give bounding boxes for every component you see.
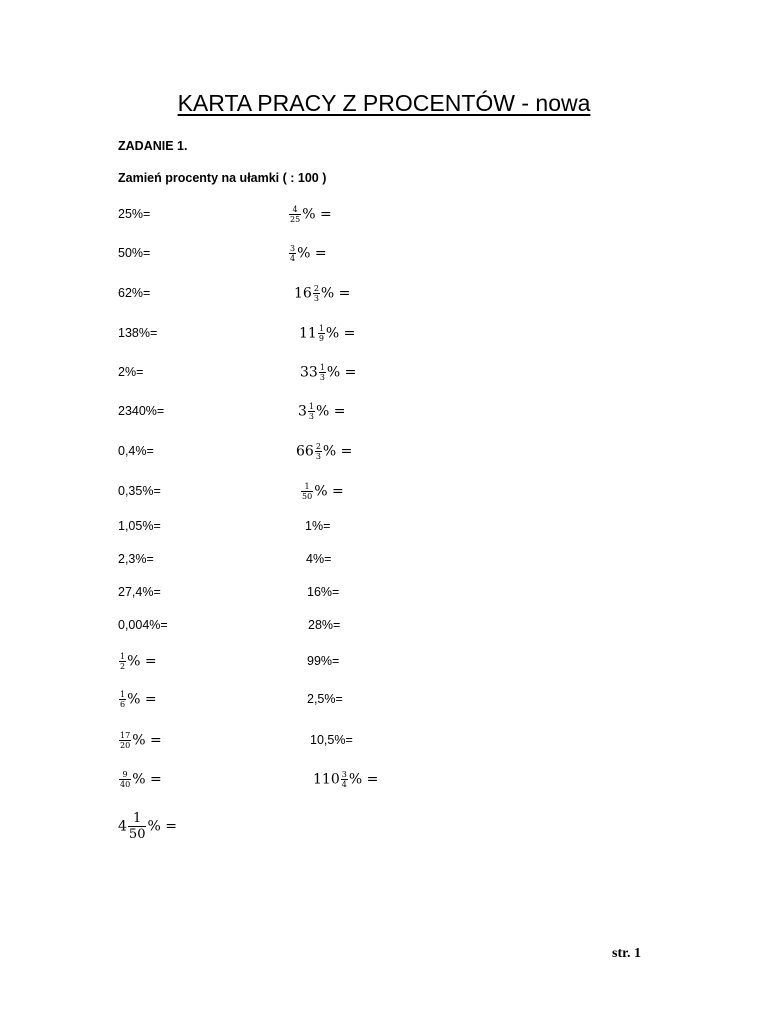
fraction-numerator: 1 xyxy=(308,401,315,411)
fraction-denominator: 40 xyxy=(120,779,131,789)
fraction-denominator: 50 xyxy=(128,826,146,842)
fraction-denominator: 3 xyxy=(319,372,325,382)
fraction-denominator: 3 xyxy=(315,451,321,461)
percent-expression: 10,5%= xyxy=(310,733,353,747)
exercise-item xyxy=(294,283,350,303)
fraction xyxy=(289,205,301,224)
exercise-item xyxy=(118,615,168,635)
fraction-denominator: 3 xyxy=(313,293,319,303)
fraction-denominator: 50 xyxy=(302,491,313,501)
percent-expression: 50%= xyxy=(118,246,151,260)
exercise-item xyxy=(118,401,164,421)
exercise-item xyxy=(118,730,162,750)
percent-equals: % = xyxy=(316,403,346,419)
fraction-expression xyxy=(118,731,162,750)
percent-expression: 28%= xyxy=(308,618,341,632)
exercise-item xyxy=(308,615,340,635)
percent-expression: 2,5%= xyxy=(307,692,343,706)
fraction xyxy=(128,811,147,842)
whole-number: 3 xyxy=(298,403,307,419)
exercise-item xyxy=(118,243,150,263)
exercise-item xyxy=(118,689,157,709)
worksheet-title: KARTA PRACY Z PROCENTÓW - nowa xyxy=(177,90,591,116)
exercise-item xyxy=(118,810,177,842)
exercise-item xyxy=(118,582,161,602)
fraction-expression xyxy=(298,402,346,421)
fraction-numerator: 1 xyxy=(133,810,142,826)
fraction-numerator: 3 xyxy=(341,769,347,779)
exercise-item xyxy=(306,549,331,569)
fraction-numerator: 1 xyxy=(120,651,126,661)
fraction-numerator: 2 xyxy=(315,441,321,451)
page-number: str. 1 xyxy=(612,946,642,961)
percent-expression: 2%= xyxy=(118,365,144,379)
fraction xyxy=(119,690,126,709)
exercise-item xyxy=(118,549,154,569)
whole-number: 4 xyxy=(118,818,127,834)
fraction-expression xyxy=(118,770,162,789)
fraction-numerator: 4 xyxy=(292,204,298,214)
fraction-denominator: 9 xyxy=(318,333,324,343)
fraction-expression xyxy=(299,324,355,343)
fraction xyxy=(289,244,296,263)
percent-equals: % = xyxy=(297,245,327,261)
fraction-numerator: 9 xyxy=(122,769,128,779)
percent-equals: % = xyxy=(325,325,356,341)
percent-equals: % = xyxy=(348,771,379,787)
percent-expression: 25%= xyxy=(118,207,151,221)
exercise-item xyxy=(300,362,356,382)
percent-expression: 1%= xyxy=(305,519,331,533)
fraction-expression xyxy=(300,363,356,382)
exercise-item xyxy=(300,481,344,501)
fraction xyxy=(301,482,313,501)
exercise-item xyxy=(118,769,162,789)
exercise-item xyxy=(288,204,332,224)
task-label: ZADANIE 1. xyxy=(118,139,188,153)
percent-expression: 2,3%= xyxy=(118,552,154,566)
fraction xyxy=(119,731,131,750)
task-instruction: Zamień procenty na ułamki ( : 100 ) xyxy=(118,171,327,185)
fraction-expression xyxy=(118,811,177,842)
whole-number: 16 xyxy=(294,285,312,301)
fraction-denominator: 4 xyxy=(341,779,347,789)
exercise-item xyxy=(307,689,343,709)
fraction xyxy=(341,770,348,789)
percent-expression: 0,35%= xyxy=(118,484,161,498)
percent-equals: % = xyxy=(326,364,357,380)
fraction-expression xyxy=(288,244,327,263)
fraction-expression xyxy=(300,482,344,501)
exercise-item xyxy=(307,582,339,602)
fraction-expression xyxy=(118,690,157,709)
fraction xyxy=(318,324,325,343)
fraction-numerator: 1 xyxy=(120,689,126,699)
fraction xyxy=(319,363,326,382)
percent-expression: 62%= xyxy=(118,286,151,300)
exercise-item xyxy=(118,516,161,536)
exercise-item xyxy=(118,323,157,343)
exercise-item xyxy=(310,730,353,750)
fraction-denominator: 20 xyxy=(120,740,131,750)
fraction-expression xyxy=(294,284,350,303)
fraction-denominator: 3 xyxy=(308,411,315,421)
exercise-item xyxy=(118,362,143,382)
fraction-numerator: 17 xyxy=(120,730,131,740)
fraction xyxy=(315,442,322,461)
fraction-expression xyxy=(313,770,378,789)
fraction xyxy=(313,284,320,303)
percent-expression: 99%= xyxy=(307,654,340,668)
fraction xyxy=(119,770,131,789)
percent-expression: 0,4%= xyxy=(118,444,154,458)
whole-number: 66 xyxy=(296,443,314,459)
whole-number: 110 xyxy=(313,771,340,787)
fraction-numerator: 1 xyxy=(304,481,310,491)
exercise-item xyxy=(118,204,150,224)
fraction-denominator: 6 xyxy=(120,699,126,709)
fraction-numerator: 3 xyxy=(290,243,296,253)
percent-equals: % = xyxy=(132,771,162,787)
fraction xyxy=(308,402,315,421)
fraction xyxy=(119,652,126,671)
fraction-numerator: 1 xyxy=(319,362,325,372)
percent-equals: % = xyxy=(132,732,162,748)
percent-equals: % = xyxy=(147,818,177,834)
exercise-item xyxy=(307,651,339,671)
percent-equals: % = xyxy=(302,206,332,222)
fraction-numerator: 1 xyxy=(318,323,324,333)
percent-equals: % = xyxy=(314,483,344,499)
exercise-item xyxy=(296,441,352,461)
exercise-item xyxy=(305,516,330,536)
exercise-item xyxy=(118,481,161,501)
exercise-item xyxy=(118,283,150,303)
fraction-expression xyxy=(296,442,352,461)
exercise-item xyxy=(288,243,327,263)
fraction-denominator: 4 xyxy=(290,253,296,263)
percent-expression: 16%= xyxy=(307,585,340,599)
whole-number: 33 xyxy=(300,364,318,380)
percent-expression: 4%= xyxy=(306,552,332,566)
percent-expression: 27,4%= xyxy=(118,585,161,599)
exercise-item xyxy=(299,323,355,343)
percent-expression: 1,05%= xyxy=(118,519,161,533)
fraction-denominator: 25 xyxy=(290,214,301,224)
exercise-item xyxy=(298,401,346,421)
percent-equals: % = xyxy=(322,443,353,459)
fraction-numerator: 2 xyxy=(313,283,319,293)
percent-expression: 138%= xyxy=(118,326,158,340)
exercise-item xyxy=(313,769,378,789)
percent-expression: 0,004%= xyxy=(118,618,168,632)
percent-equals: % = xyxy=(127,653,157,669)
fraction-denominator: 2 xyxy=(120,661,126,671)
fraction-expression xyxy=(288,205,332,224)
exercise-item xyxy=(118,651,157,671)
whole-number: 11 xyxy=(299,325,317,341)
percent-equals: % = xyxy=(127,691,157,707)
percent-expression: 2340%= xyxy=(118,404,165,418)
fraction-expression xyxy=(118,652,157,671)
percent-equals: % = xyxy=(320,285,351,301)
exercise-item xyxy=(118,441,154,461)
